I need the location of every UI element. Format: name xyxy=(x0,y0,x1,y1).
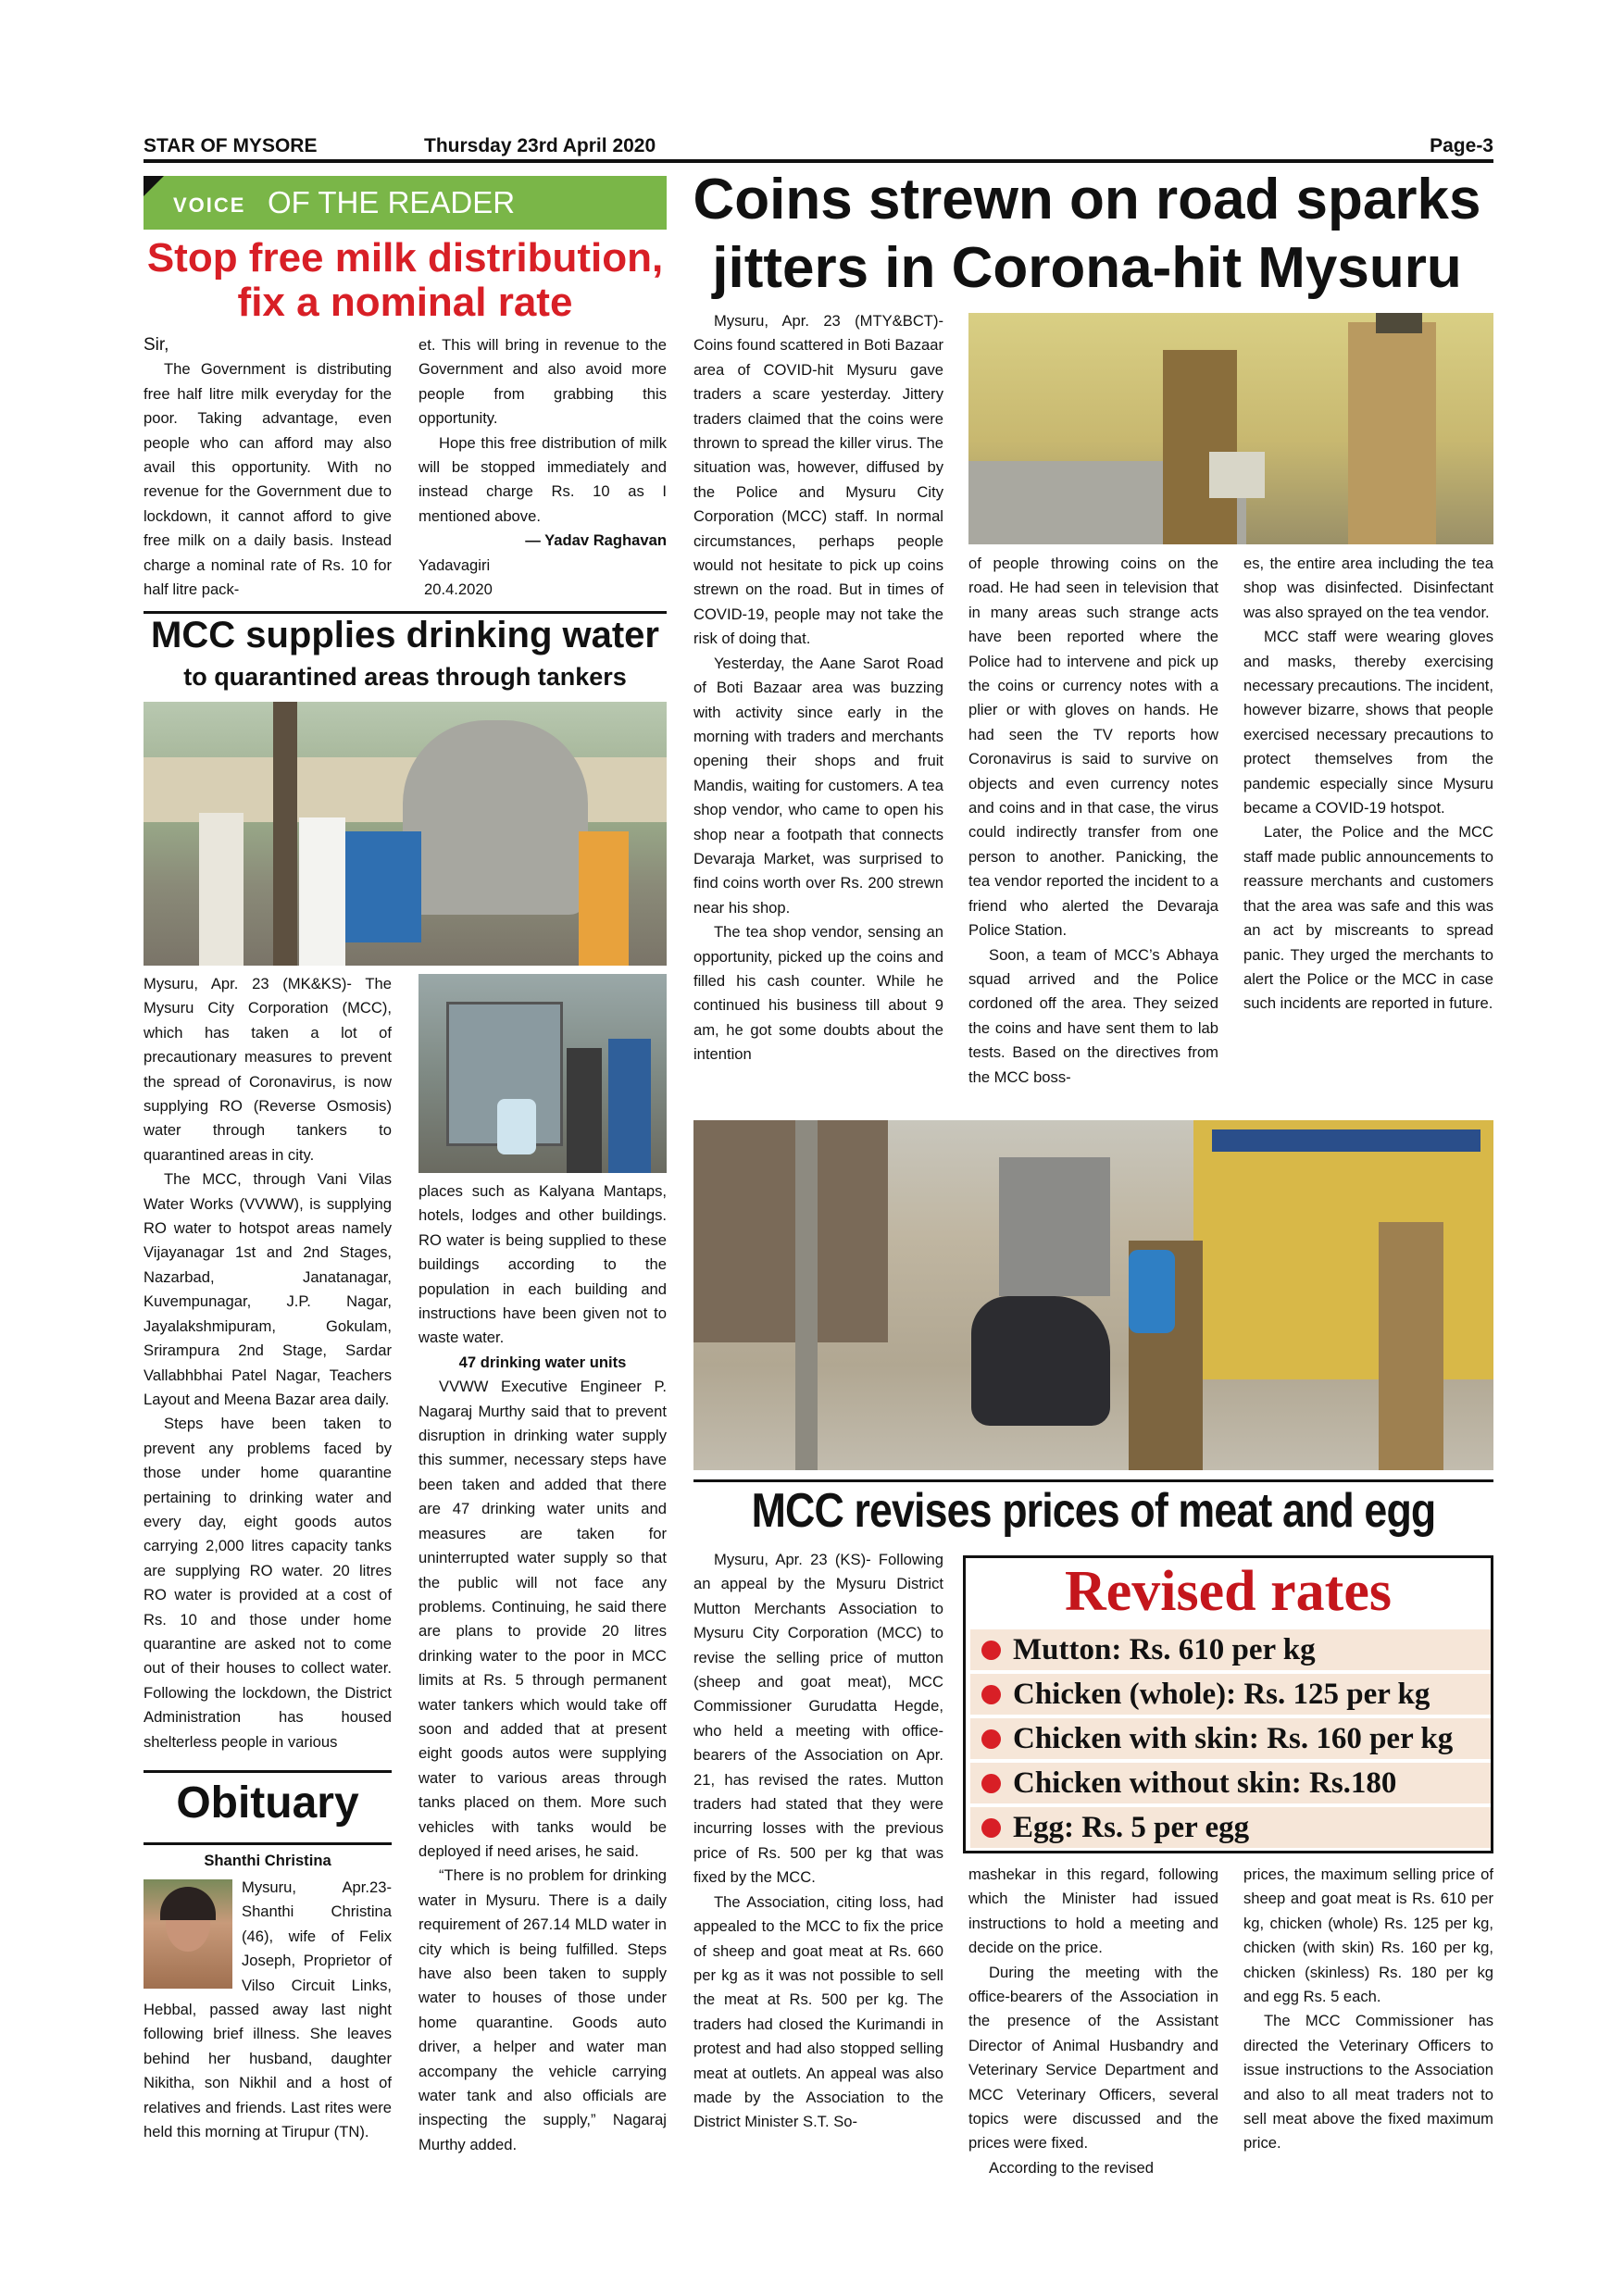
obituary-title: Obituary xyxy=(176,1778,359,1828)
article-para: VVWW Executive Engineer P. Nagaraj Murthy said that to prevent disruption in drinking water supply this summer, necessary steps have been taken and added that there are 47 drinking water units and measures are taken for uninterrupted water supply so that the public will not face any problems. Continuing, he said there are plans to provide 20 litres drinking water to the poor in MCC limits at Rs. 5 through permanent water tankers which would take off soon and added that at present eight goods autos were supplying water to various areas through tanks placed on them. More such vehicles with tanks would be deployed if need arises, he said. xyxy=(418,1378,667,1860)
water-subhead: to quarantined areas through tankers xyxy=(183,663,627,691)
bullet-icon xyxy=(981,1641,1001,1660)
scooter xyxy=(971,1296,1110,1426)
meat-col2 xyxy=(968,1863,1218,2180)
article-para: Later, the Police and the MCC staff made public announcements to reassure merchants and customers that the area was safe and this was an act by miscreants to spread panic. They urged the merchants to alert the Police or the MCC in case such incidents are reported in future. xyxy=(1243,823,1493,1013)
article-para: of people throwing coins on the road. He had seen in television that in many areas such strange acts have been reported where the Police had to intervene and pick up the coins or currency notes with a plier or with gloves on hands. He had seen the TV reports how Coronavirus is said to survive on objects and even currency notes and coins and in that case, the virus could indirectly transfer from one person to another. Panicking, the tea vendor reported the incident to a friend who alerted the Devaraja Police Station. xyxy=(968,555,1218,940)
rate-row-chicken-skinless xyxy=(970,1763,1491,1803)
meat-col3 xyxy=(1243,1863,1493,2156)
rate-chicken-skinless: Chicken without skin: Rs.180 xyxy=(1013,1766,1397,1800)
meat-headline: MCC revises prices of meat and egg xyxy=(751,1484,1436,1538)
article-para: The MCC Commissioner has directed the Veterinary Officers to issue instructions to the Association and also to all meat traders not to sell meat above the fixed maximum price. xyxy=(1243,2012,1493,2152)
water-col2 xyxy=(418,1179,667,2157)
voice-tag-corner xyxy=(144,176,164,196)
bullet-icon xyxy=(981,1729,1001,1749)
person-dark xyxy=(567,1048,602,1173)
obituary-rule xyxy=(144,1842,392,1845)
tree-trunk xyxy=(273,702,297,966)
water-can-photo xyxy=(418,974,667,1173)
article-para: During the meeting with the office-bearers of the Association in the presence of the Assistant Director of Animal Husbandry and Veterinary Service Department and MCC Veterinary Officers, several topics were discussed and the prices were fixed. xyxy=(968,1963,1218,2152)
rate-row-chicken-whole xyxy=(970,1674,1491,1715)
article-para: MCC staff were wearing gloves and masks, thereby exercising necessary precautions. The incident, however bizarre, shows that people exercised necessary precautions to protect themselves from the pandemic especially since Mysuru became a COVID-19 hotspot. xyxy=(1243,628,1493,817)
article-para: prices, the maximum selling price of sheep and goat meat is Rs. 610 per kg, chicken (whole) Rs. 125 per kg, chicken (with skin) Rs. 160 per kg, chicken (skinless) Rs. 180 per kg and egg Rs. 5 each. xyxy=(1243,1866,1493,2006)
voice-letter-col1 xyxy=(144,333,392,602)
officer-cap xyxy=(1376,313,1422,333)
signboard xyxy=(1212,1129,1480,1152)
article-para: Mysuru, Apr. 23 (MTY&BCT)- Coins found scattered in Boti Bazaar area of COVID-hit Mysuru gave traders a scare yesterday. Jittery traders claimed that the coins were thrown to spread the killer virus. The situation was, however, diffused by the Police and Mysuru City Corporation (MCC) staff. In normal circumstances, perhaps people would not hesitate to pick up coins strewn on the road. But in times of COVID-19, people may not take the risk of doing that. xyxy=(693,312,943,648)
voice-tag-bold: VOICE xyxy=(173,193,246,217)
voice-headline-2: fix a nominal rate xyxy=(237,280,573,325)
section-divider xyxy=(144,611,667,614)
electric-pole xyxy=(795,1120,818,1470)
obituary-text: Mysuru, Apr.23- Shanthi Christina (46), wife of Felix Joseph, Proprietor of Vilso Circuit Links, Hebbal, passed away last night following brief illness. She leaves behind her husband, daughter Nikitha, son Nikhil and a host of relatives and friends. Last rites were held this morning at Tirupur (TN). xyxy=(144,1878,392,2141)
rate-chicken-skin: Chicken with skin: Rs. 160 per kg xyxy=(1013,1722,1454,1755)
police-officer xyxy=(1348,322,1436,544)
revised-rates-title: Revised rates xyxy=(1065,1560,1392,1623)
rate-row-chicken-skin xyxy=(970,1718,1491,1759)
meat-col1 xyxy=(693,1548,943,2135)
voice-tag-banner xyxy=(144,176,667,230)
article-para: The Association, citing loss, had appealed to the MCC to fix the price of sheep and goat meat at Rs. 660 per kg as it was not possible to sell the meat at Rs. 500 per kg. The traders had closed the Kurimandi in protest and had also stopped selling meat at outlets. An appeal was also made by the Association to the District Minister S.T. So- xyxy=(693,1892,943,2131)
voice-tag-rest: OF THE READER xyxy=(268,185,516,219)
bullet-icon xyxy=(981,1685,1001,1704)
obituary-top-rule xyxy=(144,1770,392,1773)
article-para: places such as Kalyana Mantaps, hotels, lodges and other buildings. RO water is being supplied to these buildings according to the population in each building and instructions have been given not to waste water. xyxy=(418,1182,667,1347)
person-1 xyxy=(199,813,244,966)
voice-letter-col2 xyxy=(418,333,667,602)
rate-egg: Egg: Rs. 5 per egg xyxy=(1013,1811,1250,1844)
meat-top-rule xyxy=(693,1479,1493,1482)
water-headline: MCC supplies drinking water xyxy=(151,615,659,655)
article-para: The MCC, through Vani Vilas Water Works (VVWW), is supplying RO water to hotspot areas namely Vijayanagar 1st and 2nd Stages, Nazarbad, Janatanagar, Kuvempunagar, J.P. Nagar, Jayalakshmipuram, Gokulam, Srirampura 2nd Stage, Sardar Vallabhbhai Patel Nagar, Teachers Layout and Meena Bazar area daily. xyxy=(144,1170,392,1408)
worker-right xyxy=(1379,1222,1443,1470)
paper-name: STAR OF MYSORE xyxy=(144,135,318,156)
obituary-portrait xyxy=(144,1879,232,1989)
article-para: Soon, a team of MCC’s Abhaya squad arrived and the Police cordoned off the area. They seized the coins and have sent them to lab tests. Based on the directives from the MCC boss- xyxy=(968,945,1218,1086)
coin-box xyxy=(1209,452,1265,498)
rate-row-mutton xyxy=(970,1629,1491,1670)
coins-headline-2: jitters in Corona-hit Mysuru xyxy=(712,236,1462,300)
water-col1 xyxy=(144,972,392,1754)
water-can xyxy=(497,1099,536,1154)
page-number: Page-3 xyxy=(1430,135,1493,156)
coins-headline-1: Coins strewn on road sparks xyxy=(693,168,1481,231)
issue-date: Thursday 23rd April 2020 xyxy=(424,135,656,156)
bullet-icon xyxy=(981,1818,1001,1838)
shutter xyxy=(999,1157,1110,1296)
coins-col1 xyxy=(693,309,943,1067)
article-para: Yesterday, the Aane Sarot Road of Boti Bazaar area was buzzing with activity since early in the morning with traders and merchants opening their shops and fruit Mandis, waiting for customers. A tea shop vendor, who came to open his shop near a footpath that connects Devaraja Market, was surprised to find coins worth over Rs. 200 strewn near his shop. xyxy=(693,654,943,917)
article-para: According to the revised xyxy=(989,2158,1155,2177)
person-2 xyxy=(299,817,345,966)
letter-para: Hope this free distribution of milk will be stopped immediately and instead charge Rs. 10 as I mentioned above. xyxy=(418,433,667,525)
auto-cab xyxy=(338,831,421,942)
water-tanker-photo xyxy=(144,702,667,966)
worker-khaki xyxy=(1163,350,1237,544)
obituary-body xyxy=(144,1876,392,2144)
coins-photo xyxy=(968,313,1493,544)
letter-para: et. This will bring in revenue to the Government and also avoid more people from grabbing this opportunity. xyxy=(418,336,667,428)
water-tank xyxy=(403,720,588,915)
article-para: The tea shop vendor, sensing an opportunity, picked up the coins and filled his cash counter. While he continued his business till about 9 am, he got some doubts about the intention xyxy=(693,923,943,1064)
rate-chicken-whole: Chicken (whole): Rs. 125 per kg xyxy=(1013,1678,1430,1711)
bullet-icon xyxy=(981,1774,1001,1793)
portrait-hair xyxy=(160,1887,216,1920)
article-para: Steps have been taken to prevent any problems faced by those under home quarantine pertaining to drinking water and every day, eight goods autos carrying 2,000 litres capacity tanks are supplying RO water. 20 litres RO water is provided at a cost of Rs. 10 and those under home quarantine are asked not to come out of their houses to collect water. Following the lockdown, the District Administration has housed shelterless people in various xyxy=(144,1415,392,1751)
article-para: “There is no problem for drinking water in Mysuru. There is a daily requirement of 267.14 MLD water in city which is being fulfilled. Steps have also been taken to supply water to houses of those under home quarantine. Goods auto driver, a helper and water man accompany the vehicle carrying water tank and also officials are inspecting the supply,” Nagaraj Murthy added. xyxy=(418,1866,667,2153)
letter-date: 20.4.2020 xyxy=(424,580,493,599)
obituary-name: Shanthi Christina xyxy=(204,1852,331,1869)
person-3 xyxy=(579,831,629,966)
article-para: mashekar in this regard, following which the Minister had issued instructions to hold a meeting and decide on the price. xyxy=(968,1866,1218,1957)
voice-headline-1: Stop free milk distribution, xyxy=(146,235,664,281)
sanitising-street-photo xyxy=(693,1120,1493,1470)
coins-col2 xyxy=(968,552,1218,1090)
letter-salutation: Sir, xyxy=(144,335,169,355)
masthead-rule xyxy=(144,159,1493,163)
letter-signature: — Yadav Raghavan xyxy=(525,531,667,550)
sprayer-tank xyxy=(1129,1250,1175,1333)
article-para: Mysuru, Apr. 23 (MK&KS)- The Mysuru City Corporation (MCC), which has taken a lot of precautionary measures to prevent the spread of Coronavirus, is now supplying RO (Reverse Osmosis) water through tankers to quarantined areas in city. xyxy=(144,975,392,1164)
article-para: es, the entire area including the tea shop was disinfected. Disinfectant was also sprayed on the tea vendor. xyxy=(1243,555,1493,621)
rate-mutton: Mutton: Rs. 610 per kg xyxy=(1013,1633,1316,1666)
letter-para: The Government is distributing free half litre milk everyday for the poor. Taking advantage, even people who can afford may also avail this opportunity. With no revenue for the Government due to lockdown, it cannot afford to give free milk on a daily basis. Instead charge a nominal rate of Rs. 10 for half litre pack- xyxy=(144,360,392,599)
letter-place: Yadavagiri xyxy=(418,555,491,574)
shop-right xyxy=(1193,1120,1493,1379)
water-subhead-47: 47 drinking water units xyxy=(458,1353,627,1371)
shop-left xyxy=(693,1120,888,1342)
person-blue xyxy=(608,1039,651,1173)
article-para: Mysuru, Apr. 23 (KS)- Following an appeal by the Mysuru District Mutton Merchants Association to Mysuru City Corporation (MCC) to revise the selling price of mutton (sheep and goat meat), MCC Commissioner Gurudatta Hegde, who held a meeting with office-bearers of the Association on Apr. 21, has revised the rates. Mutton traders had stated that they were incurring losses with the previous price of Rs. 500 per kg that was fixed by the MCC. xyxy=(693,1551,943,1887)
coins-col3 xyxy=(1243,552,1493,1017)
rate-row-egg xyxy=(970,1807,1491,1848)
